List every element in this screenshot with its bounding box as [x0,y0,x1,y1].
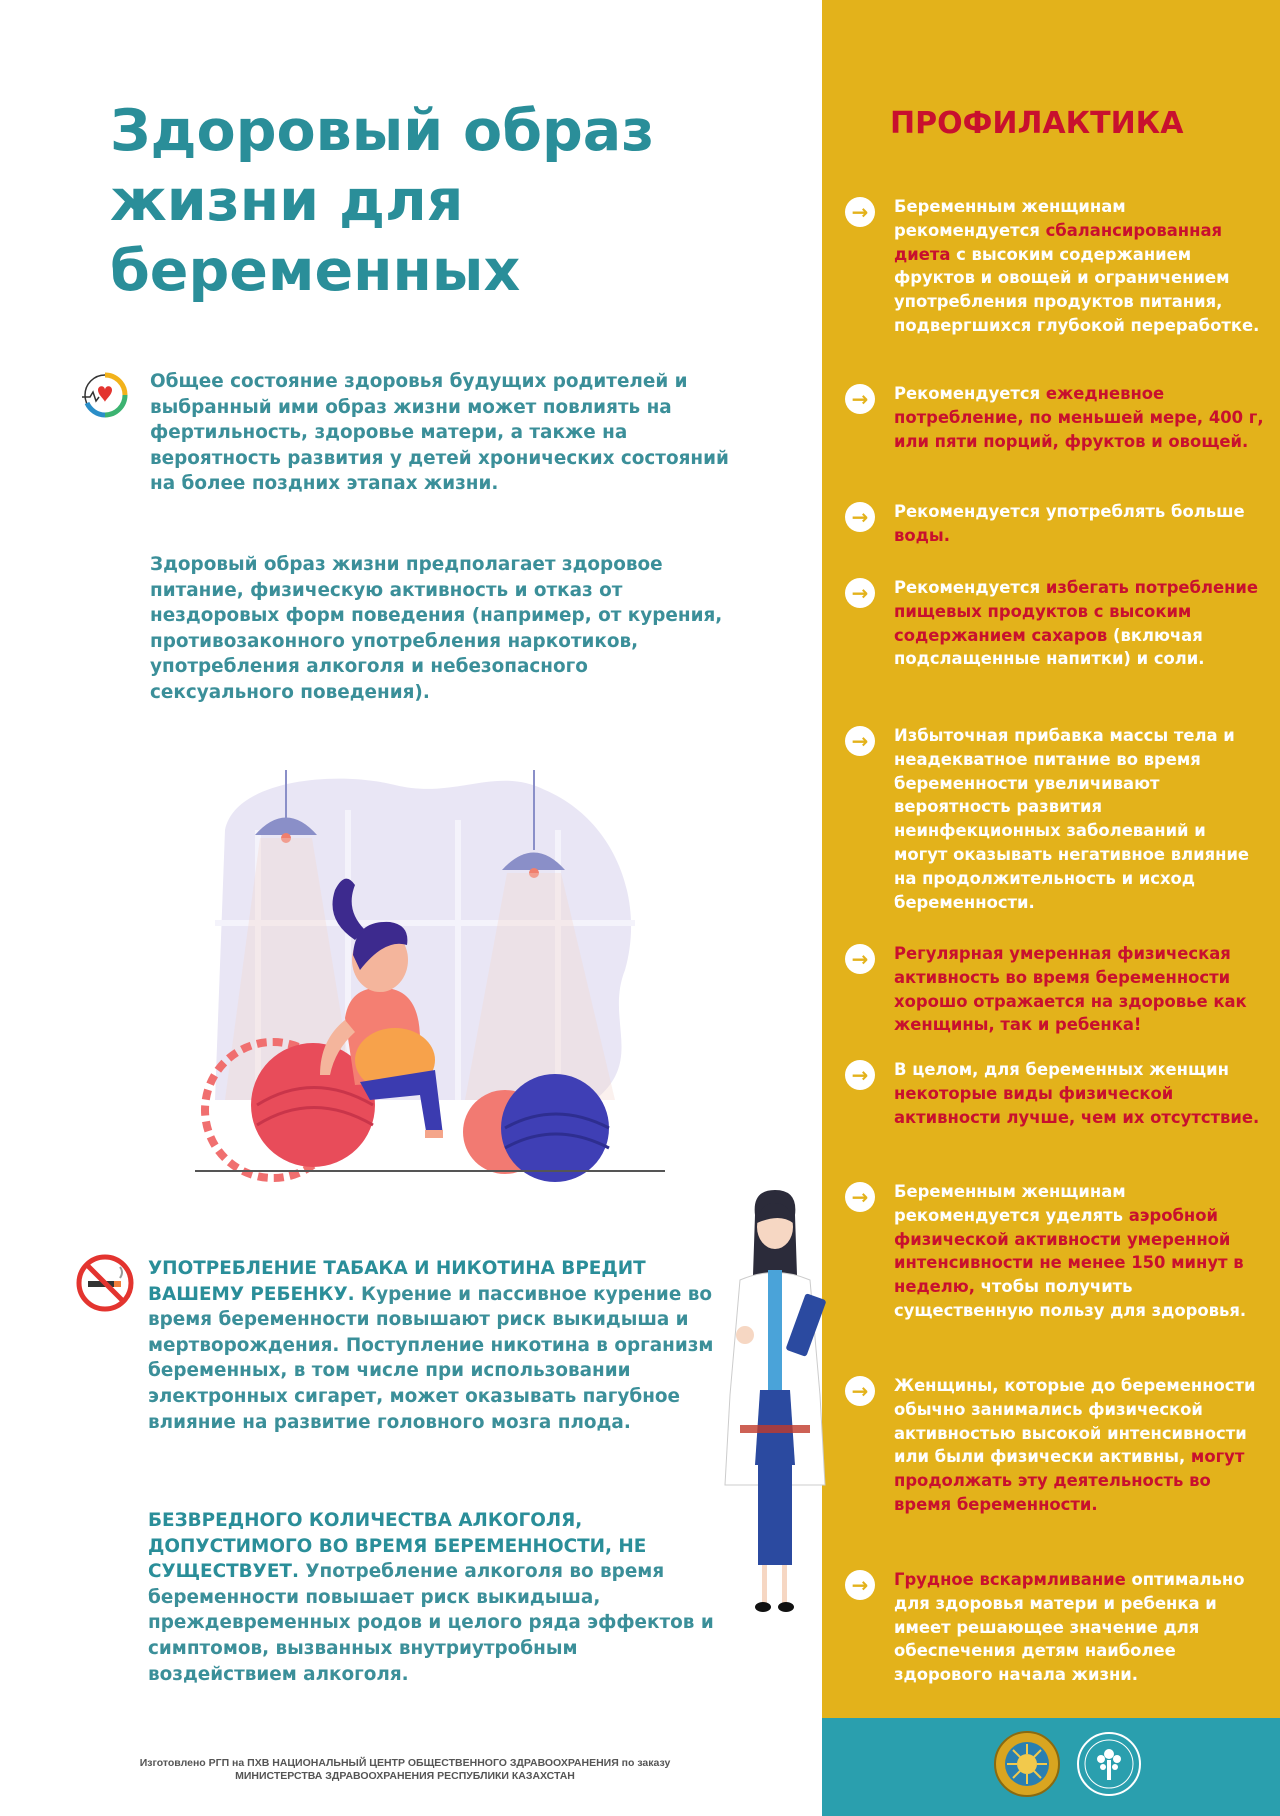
intro-paragraph-2: Здоровый образ жизни предполагает здоровое питание, физическую активность и отказ от нездоровых форм поведения (например, от курения, противозаконного употребления наркотиков, употребления алкоголя и небезопасного сексуального поведения). [150,554,723,703]
arrow-right-icon: → [845,197,875,227]
doctor-illustration [700,1185,850,1615]
prevention-item-text: Женщины, которые до беременности обычно занимались физической активностью высокой интенсивности или были физически активны, могут продолжать эту деятельность во время беременности. [894,1376,1256,1514]
prevention-item-text: В целом, для беременных женщин некоторые виды физической активности лучше, чем их отсутствие. [894,1060,1260,1127]
page-title: Здоровый образ жизни для беременных [110,98,655,304]
public-health-center-logo-icon [1075,1730,1143,1798]
footer-line-2: МИНИСТЕРСТВА ЗДРАВООХРАНЕНИЯ РЕСПУБЛИКИ КАЗАХСТАН [235,1770,575,1782]
heart-health-icon [78,370,128,420]
arrow-right-icon: → [845,726,875,756]
prevention-item-text: Рекомендуется ежедневное потребление, по меньшей мере, 400 г, или пяти порций, фруктов и овощей. [894,384,1264,451]
arrow-right-icon: → [845,1060,875,1090]
footer-credit [80,1757,730,1783]
prevention-item-text: Беременным женщинам рекомендуется сбалансированная диета с высоким содержанием фруктов и овощей и ограничением употребления продуктов питания, подвергшихся глубокой переработке. [894,197,1260,335]
prevention-item-text: Рекомендуется употреблять больше воды. [894,502,1245,545]
alcohol-body: Употребление алкоголя во время беременности повышает риск выкидыша, преждевременных родов и целого ряда эффектов и симптомов, вызванных внутриутробным воздействием алкоголя. [148,1561,714,1685]
arrow-right-icon: → [845,1376,875,1406]
intro-paragraph-1: Общее состояние здоровья будущих родителей и выбранный ими образ жизни может повлиять на фертильность, здоровье матери, а также на вероятность развития у детей хронических состояний на более поздних этапах жизни. [150,371,729,495]
arrow-right-icon: → [845,384,875,414]
no-smoking-icon [76,1254,134,1312]
tobacco-heading: УПОТРЕБЛЕНИЕ ТАБАКА И НИКОТИНА ВРЕДИТ ВАШЕМУ РЕБЕНКУ. [148,1258,646,1305]
prevention-item-text: Избыточная прибавка массы тела и неадекватное питание во время беременности увеличивают вероятность развития неинфекционных заболеваний и могут оказывать негативное влияние на продолжительность и исход беременности. [894,726,1250,912]
tobacco-paragraph [148,1256,728,1435]
arrow-right-icon: → [845,1182,875,1212]
arrow-right-icon: → [845,502,875,532]
alcohol-heading: БЕЗВРЕДНОГО КОЛИЧЕСТВА АЛКОГОЛЯ, ДОПУСТИМОГО ВО ВРЕМЯ БЕРЕМЕННОСТИ, НЕ СУЩЕСТВУЕТ. [148,1510,647,1583]
tobacco-body: Курение и пассивное курение во время беременности повышают риск выкидыша и мертворождения. Поступление никотина в организм беременных, в том числе при использовании электронных сигарет, может оказывать пагубное влияние на развитие головного мозга плода. [148,1283,714,1433]
arrow-right-icon: → [845,578,875,608]
prevention-item-text: Рекомендуется избегать потребление пищевых продуктов с высоким содержанием сахаров (включая подслащенные напитки) и соли. [894,578,1259,669]
prevention-title: ПРОФИЛАКТИКА [890,106,1184,141]
arrow-right-icon: → [845,944,875,974]
arrow-right-icon: → [845,1570,875,1600]
prevention-item-text: Грудное вскармливание оптимально для здоровья матери и ребенка и имеет решающее значение для обеспечения детям наиболее здорового начала жизни. [894,1570,1245,1685]
pregnant-woman-exercise-illustration [195,770,675,1195]
prevention-item-text: Беременным женщинам рекомендуется уделять аэробной физической активности умеренной интенсивности не менее 150 минут в неделю, чтобы получить существенную пользу для здоровья. [894,1182,1247,1320]
kazakhstan-emblem-icon [993,1730,1061,1798]
footer-line-1: Изготовлено РГП на ПХВ НАЦИОНАЛЬНЫЙ ЦЕНТР ОБЩЕСТВЕННОГО ЗДРАВООХРАНЕНИЯ по заказу [139,1757,671,1769]
alcohol-paragraph [148,1508,728,1687]
prevention-item-text: Регулярная умеренная физическая активность во время беременности хорошо отражается на здоровье как женщины, так и ребенка! [894,944,1247,1035]
